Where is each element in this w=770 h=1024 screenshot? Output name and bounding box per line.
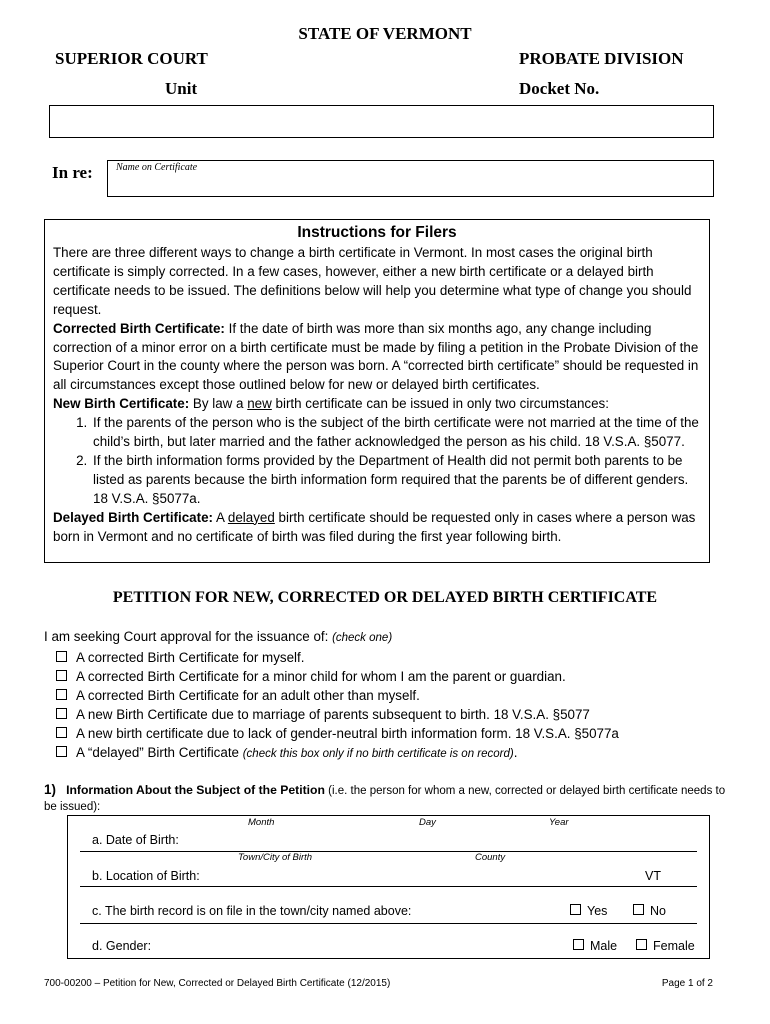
court-heading: SUPERIOR COURT — [55, 49, 208, 68]
list-item: 1. If the parents of the person who is the subject of the birth certificate were not married at the time of the child’s birth, but later married and the father acknowledged the person as his child. 18 V.S.A. §5077. — [91, 414, 701, 452]
instructions-box — [44, 219, 710, 563]
yes-option — [570, 904, 607, 918]
option-row — [56, 724, 619, 743]
option-row — [56, 743, 619, 764]
new-text-underlined: new — [247, 396, 272, 412]
section-description: (i.e. the person for whom a new, corrected or delayed birth certificate needs to be issued): — [44, 785, 726, 813]
delayed-text-underlined: delayed — [227, 509, 275, 525]
option-label: A corrected Birth Certificate for an adult other than myself. — [76, 688, 420, 703]
new-definition — [53, 395, 701, 414]
delayed-label: Delayed Birth Certificate: — [53, 509, 213, 525]
new-label: New Birth Certificate: — [53, 396, 190, 412]
option-label: A corrected Birth Certificate for myself. — [76, 650, 305, 665]
no-checkbox[interactable] — [633, 904, 644, 915]
female-label: Female — [653, 939, 695, 953]
corrected-text: If the date of birth was more than six months ago, any change including correction of a minor error on a birth certificate must be made by filing a petition in the Probate Division of the Superior Court in the county where the person was born. A “corrected birth certificate” should be requested in all circumstances except those outlined below for new or delayed birth certificates. — [53, 320, 699, 393]
instructions-intro: There are three different ways to change a birth certificate in Vermont. In most cases the original birth certificate is simply corrected. In a few cases, however, either a new birth certificate or a delayed birth certificate needs to be issued. The definitions below will help you determine what type of change you should request. — [53, 245, 692, 317]
name-on-certificate-label: Name on Certificate — [116, 162, 198, 173]
record-divider — [80, 923, 697, 924]
delayed-option-end: . — [513, 745, 518, 760]
unit-docket-field[interactable] — [49, 105, 714, 138]
yes-label: Yes — [587, 904, 608, 918]
record-question: c. The birth record is on file in the town/city named above: — [92, 904, 412, 918]
name-on-certificate-field[interactable] — [107, 160, 714, 197]
delayed-option-note: (check this box only if no birth certificate is on record) — [242, 748, 514, 760]
option-label: A new birth certificate due to lack of gender-neutral birth information form. 18 V.S.A. §5077a — [76, 726, 619, 741]
option-row — [56, 686, 619, 705]
no-option — [633, 904, 666, 918]
new-text-b: birth certificate can be issued in only two circumstances: — [271, 396, 609, 412]
delayed-text-a: A — [213, 509, 228, 525]
state-heading: STATE OF VERMONT — [298, 24, 472, 43]
town-label: Town/City of Birth — [238, 852, 313, 863]
section-title: Information About the Subject of the Petition — [66, 783, 325, 797]
seeking-line — [44, 629, 392, 644]
in-re-label: In re: — [52, 163, 93, 182]
option-row — [56, 648, 619, 667]
section-1-heading — [44, 782, 734, 815]
form-number: 700-00200 – Petition for New, Corrected or Delayed Birth Certificate (12/2015) — [44, 978, 391, 989]
dob-input-line[interactable] — [80, 851, 697, 852]
docket-label: Docket No. — [519, 79, 600, 98]
seeking-text: I am seeking Court approval for the issuance of: — [44, 629, 333, 644]
year-label: Year — [549, 817, 569, 828]
female-option — [636, 939, 695, 953]
delayed-checkbox[interactable] — [56, 746, 67, 757]
division-heading: PROBATE DIVISION — [519, 49, 684, 68]
corrected-definition — [53, 320, 701, 396]
male-label: Male — [590, 939, 618, 953]
section-number: 1) — [44, 782, 56, 797]
location-label: b. Location of Birth: — [92, 869, 200, 883]
option-label: A corrected Birth Certificate for a minor child for whom I am the parent or guardian. — [76, 669, 566, 684]
seeking-note: (check one) — [332, 632, 393, 644]
gender-label: d. Gender: — [92, 939, 152, 953]
month-label: Month — [248, 817, 275, 828]
female-checkbox[interactable] — [636, 939, 647, 950]
delayed-definition — [53, 509, 701, 547]
instructions-title: Instructions for Filers — [297, 224, 457, 241]
no-label: No — [650, 904, 666, 918]
option-checkbox[interactable] — [56, 670, 67, 681]
delayed-option-label: A “delayed” Birth Certificate — [76, 745, 243, 760]
option-label: A new Birth Certificate due to marriage of parents subsequent to birth. 18 V.S.A. §5077 — [76, 707, 590, 722]
yes-checkbox[interactable] — [570, 904, 581, 915]
new-circumstances-list — [53, 414, 701, 509]
option-checkbox[interactable] — [56, 727, 67, 738]
county-label: County — [475, 852, 506, 863]
option-row — [56, 667, 619, 686]
corrected-label: Corrected Birth Certificate: — [53, 320, 225, 336]
day-label: Day — [419, 817, 436, 828]
male-option — [573, 939, 617, 953]
page-number: Page 1 of 2 — [661, 978, 713, 989]
option-checkbox[interactable] — [56, 689, 67, 700]
unit-label: Unit — [165, 79, 198, 98]
male-checkbox[interactable] — [573, 939, 584, 950]
delayed-text-b: birth certificate should be requested only in cases where a person was born in Vermont and no certificate of birth was filed during the first year following birth. — [53, 509, 696, 544]
option-row — [56, 705, 619, 724]
petition-options — [56, 648, 619, 764]
list-item: 2. If the birth information forms provided by the Department of Health did not permit both parents to be listed as parents because the birth information form required that the parents be of different genders. 18 V.S.A. §5077a. — [91, 452, 701, 509]
vt-label: VT — [645, 869, 661, 883]
dob-label: a. Date of Birth: — [92, 833, 179, 847]
option-checkbox[interactable] — [56, 708, 67, 719]
option-checkbox[interactable] — [56, 651, 67, 662]
new-text-a: By law a — [189, 396, 248, 412]
petition-title: PETITION FOR NEW, CORRECTED OR DELAYED BIRTH CERTIFICATE — [112, 589, 658, 606]
location-input-line[interactable] — [80, 886, 697, 887]
